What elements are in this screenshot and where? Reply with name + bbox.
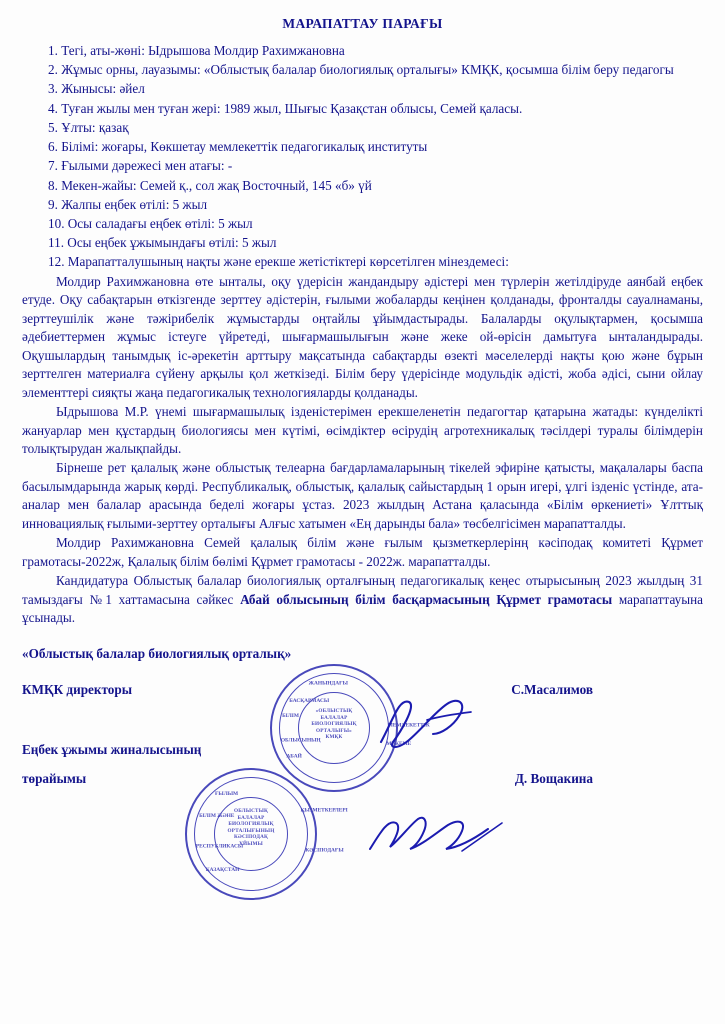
director-role: КМҚК директоры bbox=[22, 681, 133, 697]
list-item: 1. Тегі, аты-жөні: Ыдрышова Молдир Рахимжановна bbox=[48, 43, 345, 58]
final-paragraph bbox=[22, 572, 703, 627]
body-paragraph: Бірнеше рет қалалық және облыстық телеарна бағдарламаларының тікелей эфиріне қатысты, мақалалары баспа басылымдарында жарық көрді. Республикалық, облыстық, қалалық сайыстардың 1 орын игері, ұлгі ізденіс үстінде, ата-аналар мен балалар арасында беделі жоғары ұстаз. 2023 жылдың Астана қаласында «Білім өркениеті» Ұлттық инновациялық ғылыми-зерттеу орталығы Алғыс хатымен «Ең дарынды бала» төсбелгісімен марапатталды. bbox=[22, 460, 703, 531]
body-paragraph: Молдир Рахимжановна өте ынталы, оқу үдерісін жандандыру әдістері мен түрлерін жетілдіруде аянбай еңбек етуде. Оқу сабақтарын өткізгенде зерттеу әдістерін, ғылыми жобаларды кеңінен қолданады, фронталды сауалнаманы, зерттеушілік және тәжірибелік жұмыстарды оңтайлы ұйымдастырады. Балаларды оқулықтармен, қосымша әдебиеттермен жұмыс істеуге үйретеді, шығармашылығын және жеке ой-өрісін дамытуға ынталандырады. Оқушылардың танымдық іс-әрекетін арттыру мақсатында сабақтарды өзекті мәселелерді нақты қою және бұрын зерттелген материалға сүйену арқылы қол жеткізеді. Білім беру үдерісінде модульдік әдісті, жоба әдісі, сыни ойлау элементтері сияқты жаңа педагогикалық технологияларды қолданады. bbox=[22, 273, 703, 400]
director-signature-row bbox=[22, 682, 703, 698]
stamp-center-text-union: ОБЛЫСТЫҚ БАЛАЛАР БИОЛОГИЯЛЫҚ ОРТАЛЫҒЫНЫҢ КӘСІПОДАҚ ҰЙЫМЫ bbox=[227, 808, 275, 847]
list-item: 6. Білімі: жоғары, Көкшетау мемлекеттік педагогикалық институты bbox=[48, 139, 428, 155]
final-paragraph-award: Абай облысының білім басқармасының Құрмет грамотасы bbox=[240, 591, 613, 607]
final-paragraph-after: марапаттауына ұсынады. bbox=[22, 591, 704, 626]
list-item: 2. Жұмыс орны, лауазымы: «Облыстық балалар биологиялық орталығы» КМҚК, қосымша білім беру педагогы bbox=[48, 62, 674, 78]
final-paragraph-before: Кандидатура Облыстық балалар биологиялық орталғының педагогикалық кеңес отырысының 2023 жылдың 31 тамыздағы №1 хаттамасына сәйкес bbox=[22, 573, 703, 607]
body-paragraph: Ыдрышова М.Р. үнемі шығармашылық ізденістерімен ерекшеленетін педагогтар қатарына жатады: күнделікті жануарлар мен құстардың биологиясы мен күтімі, өсімдіктер өсірудің агротехникалық тәсілдері туралы білімдерін толықтырудан жалықпайды. bbox=[22, 404, 703, 456]
union-handwritten-signature bbox=[366, 805, 506, 863]
body-paragraph: Молдир Рахимжановна Семей қалалық білім және ғылым қызметкерлерінң кәсіподақ комитеті Құрмет грамотасы-2022ж, Қалалық білім бөлімі Құрмет грамотасы - 2022ж. марапатталды. bbox=[22, 535, 703, 569]
organization-line: «Облыстық балалар биологиялық орталық» bbox=[22, 645, 292, 661]
list-item: 5. Ұлты: қазақ bbox=[48, 119, 129, 135]
list-item: 11. Осы еңбек ұжымындағы өтілі: 5 жыл bbox=[48, 235, 277, 251]
stamp-ring-text-union: ҚАЗАҚСТАН РЕСПУБЛИКАСЫ БІЛІМ ЖӘНЕ ҒЫЛЫМ ҚЫЗМЕТКЕРЛЕРІ КӘСІПОДАҒЫ bbox=[195, 791, 348, 873]
list-item: 7. Ғылыми дәрежесі мен атағы: - bbox=[48, 158, 233, 174]
stamp-center-text-organization: «ОБЛЫСТЫҚ БАЛАЛАР БИОЛОГИЯЛЫҚ ОРТАЛЫҒЫ» КМҚК bbox=[311, 708, 357, 740]
list-item: 9. Жалпы еңбек өтілі: 5 жыл bbox=[48, 196, 208, 212]
union-role-line-1: Еңбек ұжымы жиналысының bbox=[22, 741, 202, 757]
signature-block bbox=[22, 644, 703, 788]
list-item: 12. Марапатталушының нақты және ерекше жетістіктері көрсетілген мінездемесі: bbox=[48, 254, 509, 270]
official-round-stamp-union bbox=[185, 768, 348, 900]
page-title: МАРАПАТТАУ ПАРАҒЫ bbox=[282, 16, 443, 31]
stamp-ring-text-organization: АБАЙ ОБЛЫСЫНЫҢ БІЛІМ БАСҚАРМАСЫ ЖАНЫНДАҒЫ МЕМЛЕКЕТТІК МЕКЕМЕ bbox=[280, 680, 430, 760]
info-list bbox=[22, 42, 703, 272]
director-name: С.Масалимов bbox=[511, 681, 593, 697]
list-item: 4. Туған жылы мен туған жері: 1989 жыл, Шығыс Қазақстан облысы, Семей қаласы. bbox=[48, 100, 523, 116]
union-role-line-2: төрайымы bbox=[22, 771, 87, 787]
list-item: 10. Осы саладағы еңбек өтілі: 5 жыл bbox=[48, 215, 253, 231]
list-item: 3. Жынысы: әйел bbox=[48, 81, 145, 97]
union-signature-row bbox=[22, 771, 703, 787]
list-item: 8. Мекен-жайы: Семей қ., сол жақ Восточный, 145 «б» үй bbox=[48, 177, 372, 193]
union-name: Д. Вощакина bbox=[514, 771, 593, 787]
